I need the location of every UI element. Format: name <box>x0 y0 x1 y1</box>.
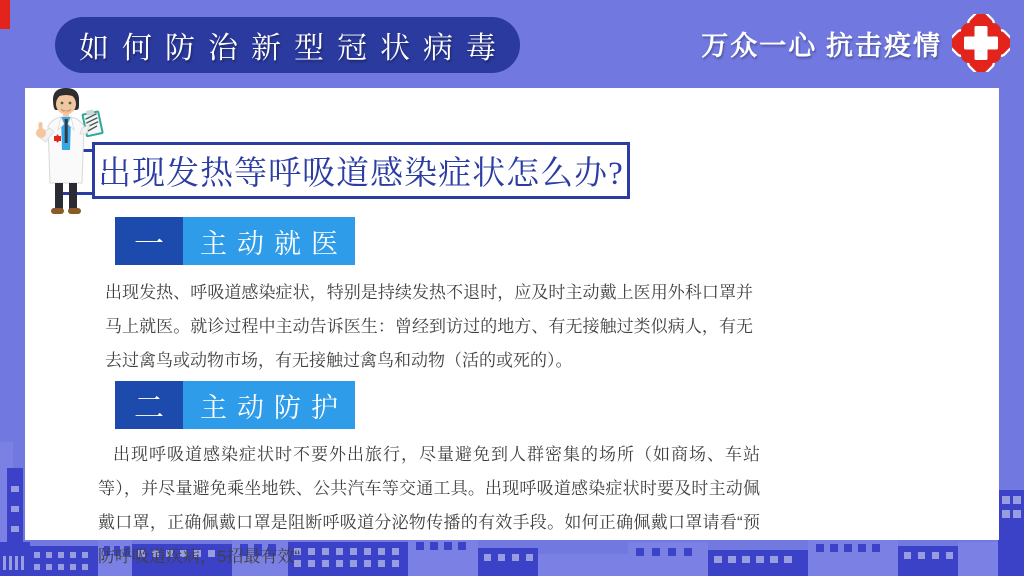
section-1-label: 主动就医 <box>183 217 355 265</box>
corner-red-accent <box>0 0 10 29</box>
section-2-label: 主动防护 <box>183 381 355 429</box>
top-right-group <box>701 12 1010 74</box>
heading-box <box>92 142 630 199</box>
section-1-header <box>115 217 355 265</box>
section-1-body: 出现发热、呼吸道感染症状，特别是持续发热不退时，应及时主动戴上医用外科口罩并马上就医。就诊过程中主动告诉医生：曾经到访过的地方、有无接触过类似病人，有无去过禽鸟或动物市场，有无接触过禽鸟和动物（活的或死的）。 <box>105 283 753 370</box>
section-1-number: 一 <box>115 217 183 265</box>
section-2-number: 二 <box>115 381 183 429</box>
card-heading: 出现发热等呼吸道感染症状怎么办? <box>98 156 624 192</box>
doctor-illustration <box>28 86 106 218</box>
banner-title: 如何防治新型冠状病毒 <box>79 32 509 65</box>
slogan-text: 万众一心 抗击疫情 <box>701 30 942 61</box>
section-2-body: 出现呼吸道感染症状时不要外出旅行，尽量避免到人群密集的场所（如商场、车站等），并尽量避免乘坐地铁、公共汽车等交通工具。出现呼吸道感染症状时要及时主动佩戴口罩，正确佩戴口罩是阻断呼吸道分泌物传播的有效手段。如何正确佩戴口罩请看“预防呼吸道疾病，5招最有效“ <box>98 445 760 566</box>
red-cross-hospital-icon <box>952 14 1010 72</box>
banner-pill <box>55 17 520 73</box>
section-2-header <box>115 381 355 429</box>
